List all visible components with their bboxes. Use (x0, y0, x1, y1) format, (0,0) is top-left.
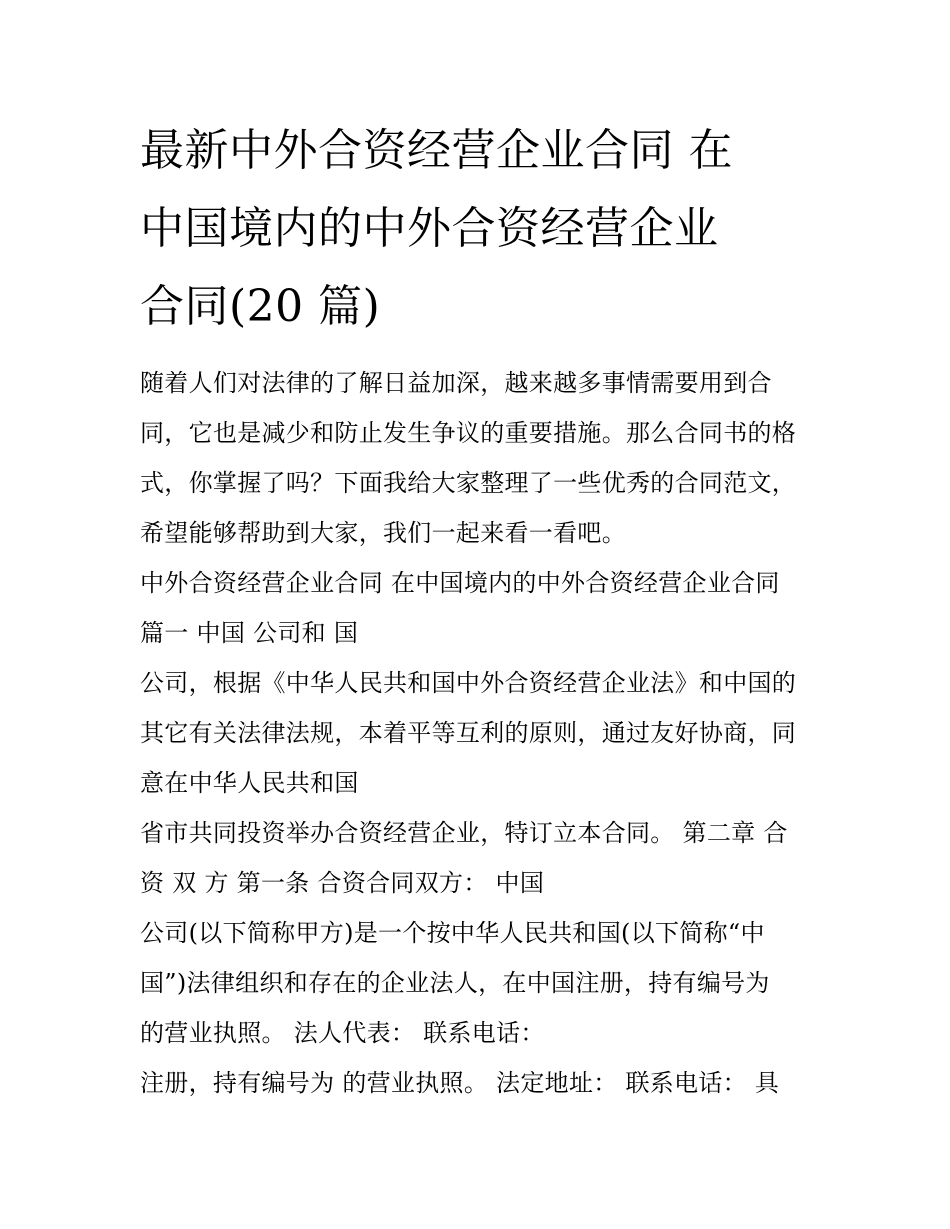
body-line: 其它有关法律法规，本着平等互利的原则，通过友好协商，同 (140, 719, 797, 747)
document-page (140, 112, 820, 1108)
body-line: 篇一 中国 公司和 国 (140, 619, 359, 647)
body-line: 随着人们对法律的了解日益加深，越来越多事情需要用到合 (140, 369, 772, 397)
body-line: 式，你掌握了吗？下面我给大家整理了一些优秀的合同范文， (140, 469, 797, 497)
title-line: 中国境内的中外合资经营企业 (140, 203, 719, 254)
document-body (140, 358, 820, 1108)
body-line: 注册，持有编号为 的营业执照。 法定地址： 联系电话： 具 (140, 1069, 780, 1097)
body-line: 希望能够帮助到大家，我们一起来看一看吧。 (140, 519, 626, 547)
body-line: 省市共同投资举办合资经营企业，特订立本合同。 第二章 合 (140, 819, 788, 847)
body-line: 国”)法律组织和存在的企业法人，在中国注册，持有编号为 (140, 969, 770, 997)
body-line: 的营业执照。 法人代表： 联系电话： (140, 1019, 545, 1047)
title-line: 合同(20 篇) (140, 281, 381, 332)
body-line: 公司(以下简称甲方)是一个按中华人民共和国(以下简称“中 (140, 919, 765, 947)
body-line: 中外合资经营企业合同 在中国境内的中外合资经营企业合同 (140, 569, 780, 597)
body-line: 意在中华人民共和国 (140, 769, 359, 797)
body-line: 同，它也是减少和防止发生争议的重要措施。那么合同书的格 (140, 419, 797, 447)
body-line: 资 双 方 第一条 合资合同双方： 中国 (140, 869, 545, 897)
title-line: 最新中外合资经营企业合同 在 (140, 125, 733, 176)
body-line: 公司，根据《中华人民共和国中外合资经营企业法》和中国的 (140, 669, 797, 697)
document-title (140, 112, 820, 346)
